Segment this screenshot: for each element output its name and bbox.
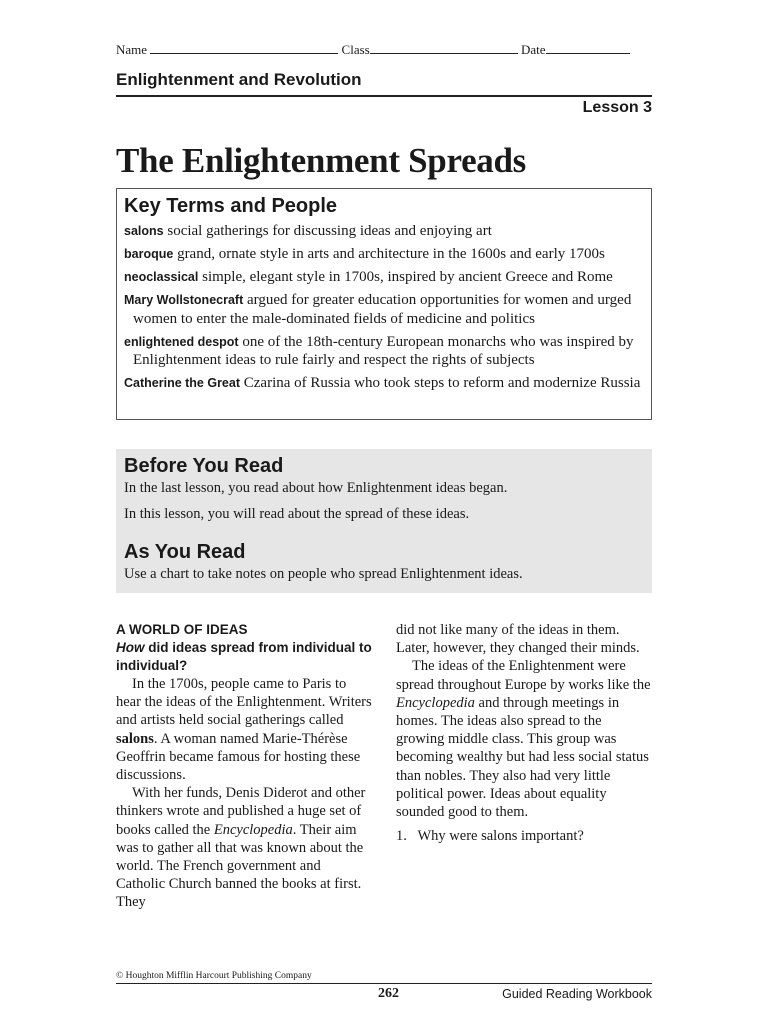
date-label: Date bbox=[520, 42, 546, 57]
key-term-definition: social gatherings for discussing ideas and enjoying art bbox=[167, 223, 492, 239]
paragraph-text: The ideas of the Enlightenment were spread throughout Europe by works like the bbox=[396, 658, 651, 693]
paragraph-text: . A woman named Marie-Thérèse Geoffrin became famous for hosting these discussions. bbox=[116, 730, 361, 784]
key-term-name: Catherine the Great bbox=[124, 376, 241, 390]
key-term-definition: argued for greater education opportunities for women and urged women to enter the male-dominated fields of medicine and politics bbox=[133, 292, 632, 327]
encyclopedia-title: Encyclopedia bbox=[396, 694, 475, 711]
date-field[interactable] bbox=[546, 42, 630, 54]
section-question bbox=[116, 639, 373, 675]
key-term-item bbox=[124, 268, 644, 287]
page-title: The Enlightenment Spreads bbox=[116, 141, 526, 180]
key-term-name: baroque bbox=[124, 247, 174, 261]
before-you-read-heading: Before You Read bbox=[124, 455, 284, 477]
text-column-right bbox=[396, 621, 653, 845]
paragraph-text: In the 1700s, people came to Paris to hear the ideas of the Enlightenment. Writers and artists held social gatherings called bbox=[116, 676, 372, 729]
workbook-name: Guided Reading Workbook bbox=[502, 987, 652, 1001]
unit-title: Enlightenment and Revolution bbox=[116, 70, 362, 89]
key-term-name: neoclassical bbox=[124, 270, 199, 284]
paragraph-text: and through meetings in homes. The ideas also spread to the growing middle class. This group was becoming wealthy but had less social status than nobles. They also had very little political power. Ideas about equality sounded good to them. bbox=[396, 694, 649, 821]
review-question-1: 1. Why were salons important? bbox=[396, 828, 584, 845]
reading-guide-box bbox=[116, 449, 652, 593]
key-term-name: Mary Wollstonecraft bbox=[124, 293, 244, 307]
key-term-item bbox=[124, 222, 644, 241]
encyclopedia-title: Encyclopedia bbox=[213, 821, 293, 838]
before-you-read-text-2: In this lesson, you will read about the spread of these ideas. bbox=[124, 506, 470, 522]
key-term-item bbox=[124, 245, 644, 264]
before-you-read-text-1: In the last lesson, you read about how Enlightenment ideas began. bbox=[124, 480, 508, 496]
key-term-item bbox=[124, 333, 644, 370]
key-term-definition: simple, elegant style in 1700s, inspired by ancient Greece and Rome bbox=[202, 269, 613, 285]
section-question-emphasis: How bbox=[116, 640, 145, 655]
page-number: 262 bbox=[378, 986, 399, 1001]
footer-divider bbox=[116, 983, 652, 984]
key-term-definition: one of the 18th-century European monarchs who was inspired by Enlightenment ideas to rule fairly and respect the rights of subjects bbox=[133, 333, 634, 368]
paragraph-text: . Their aim was to gather all that was known about the world. The French government and Catholic Church banned the books at first. They bbox=[116, 821, 364, 911]
key-terms-box bbox=[116, 188, 652, 420]
name-field[interactable] bbox=[150, 42, 338, 54]
paragraph-salons bbox=[116, 675, 373, 784]
key-term-item bbox=[124, 374, 644, 393]
name-label: Name bbox=[116, 42, 148, 57]
key-terms-heading: Key Terms and People bbox=[124, 195, 338, 217]
section-heading: A WORLD OF IDEAS bbox=[116, 622, 248, 637]
section-question-text: did ideas spread from individual to individual? bbox=[116, 640, 372, 673]
paragraph-encyclopedia bbox=[116, 784, 373, 911]
key-term-definition: grand, ornate style in arts and architecture in the 1600s and early 1700s bbox=[177, 246, 605, 262]
text-column-left bbox=[116, 621, 373, 912]
paragraph-text: With her funds, Denis Diderot and other thinkers wrote and published a huge set of books called the bbox=[116, 785, 366, 838]
class-label: Class bbox=[341, 42, 370, 57]
header-divider bbox=[116, 95, 652, 97]
student-info-fields bbox=[116, 42, 652, 58]
key-term-name: salons bbox=[124, 224, 164, 238]
lesson-number: Lesson 3 bbox=[582, 99, 652, 116]
as-you-read-text: Use a chart to take notes on people who spread Enlightenment ideas. bbox=[124, 566, 523, 582]
copyright-notice: © Houghton Mifflin Harcourt Publishing Company bbox=[116, 971, 312, 981]
as-you-read-heading: As You Read bbox=[124, 541, 246, 563]
key-terms-list bbox=[124, 222, 644, 393]
paragraph-encyclopedia-continued: did not like many of the ideas in them. Later, however, they changed their minds. bbox=[396, 622, 640, 657]
paragraph-spread bbox=[396, 657, 653, 821]
key-term-name: enlightened despot bbox=[124, 334, 239, 349]
term-salons: salons bbox=[116, 730, 154, 747]
worksheet-page bbox=[116, 0, 652, 1024]
key-term-item bbox=[124, 291, 644, 328]
key-term-definition: Czarina of Russia who took steps to reform and modernize Russia bbox=[243, 375, 641, 391]
class-field[interactable] bbox=[370, 42, 518, 54]
